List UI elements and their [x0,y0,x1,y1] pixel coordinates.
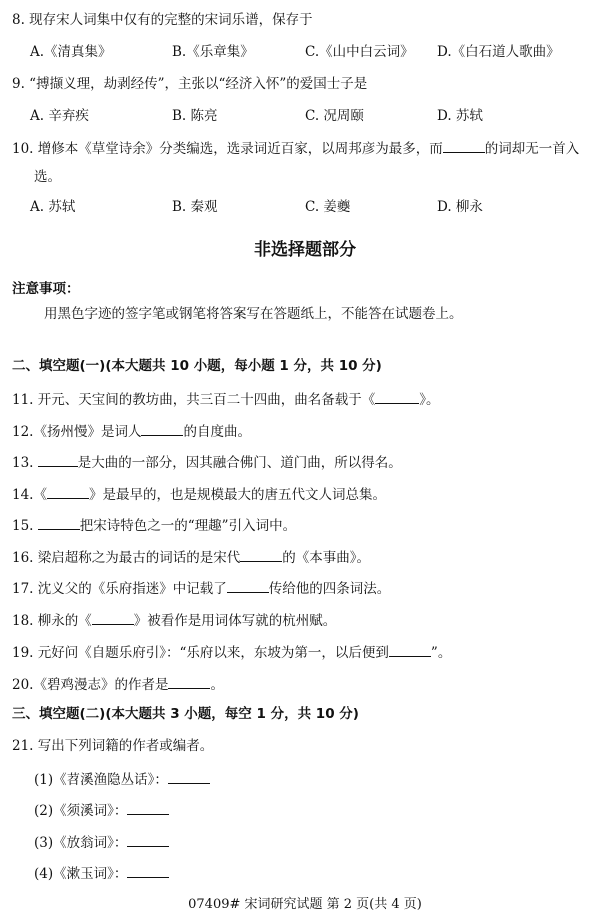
answer-blank [38,515,80,530]
answer-blank [168,674,210,689]
question-17-text-b: 传给他的四条词法。 [268,581,391,597]
question-18 [12,610,336,630]
question-21-item-4 [34,863,169,883]
question-19-text-a: 19. 元好问《自题乐府引》：“乐府以来，东坡为第一，以后便到 [12,645,389,661]
question-18-text-b: 》被看作是用词体写就的杭州赋。 [133,613,337,629]
question-14-text-b: 》是最早的，也是规模最大的唐五代文人词总集。 [88,487,386,503]
question-10-option-d: D. 柳永 [437,199,483,215]
question-9-option-a: A. 辛弃疾 [30,108,89,124]
question-12 [12,421,251,441]
question-8-option-d: D.《白石道人歌曲》 [437,44,560,60]
question-9-option-c: C. 况周颐 [305,108,364,124]
question-11-text-a: 11. 开元、天宝间的教坊曲，共三百二十四曲，曲名备载于《 [12,392,376,408]
question-10-stem-part-a: 10. 增修本《草堂诗余》分类编选，选录词近百家，以周邦彦为最多，而 [12,141,443,157]
question-9-stem: 9. “搏撷义理，劫剥经传”，主张以“经济入怀”的爱国士子是 [12,76,368,92]
answer-blank [127,800,169,815]
question-8-option-c: C.《山中白云词》 [305,44,414,60]
answer-blank [92,610,134,625]
question-16 [12,547,370,567]
question-21-item-2 [34,800,169,820]
answer-blank [240,547,282,562]
part-2-heading: 二、填空题(一)(本大题共 10 小题，每小题 1 分，共 10 分) [12,358,382,374]
question-8-option-a: A.《清真集》 [30,44,112,60]
question-15-text-b: 把宋诗特色之一的“理趣”引入词中。 [79,518,297,534]
question-21-item-1 [34,769,210,789]
question-21-item-3-label: (3)《放翁词》： [34,835,128,851]
question-20 [12,674,224,694]
answer-blank [227,578,269,593]
question-10-option-a: A. 苏轼 [30,199,76,215]
question-13 [12,452,402,472]
question-21-item-4-label: (4)《漱玉词》： [34,866,128,882]
answer-blank [375,389,419,404]
question-19-text-b: ”。 [430,645,452,661]
answer-blank [141,421,183,436]
question-15 [12,515,296,535]
notice-heading: 注意事项： [12,281,80,297]
section-title: 非选择题部分 [254,240,356,260]
question-16-text-b: 的《本事曲》。 [282,550,371,566]
question-20-text-b: 。 [210,677,224,693]
answer-blank [127,863,169,878]
question-21-stem: 21. 写出下列词籍的作者或编者。 [12,738,214,754]
question-10-option-b: B. 秦观 [172,199,218,215]
question-10-stem [12,138,579,158]
question-12-text-b: 的自度曲。 [183,424,251,440]
question-20-text-a: 20.《碧鸡漫志》的作者是 [12,677,169,693]
question-9-option-b: B. 陈亮 [172,108,218,124]
question-10-stem-continued: 选。 [34,169,61,185]
question-11 [12,389,440,409]
part-3-heading: 三、填空题(二)(本大题共 3 小题，每空 1 分，共 10 分) [12,706,359,722]
question-9-option-d: D. 苏轼 [437,108,483,124]
question-8-option-b: B.《乐章集》 [172,44,254,60]
question-19 [12,642,451,662]
notice-text: 用黑色字迹的签字笔或钢笔将答案写在答题纸上，不能答在试题卷上。 [44,306,463,322]
question-16-text-a: 16. 梁启超称之为最古的词话的是宋代 [12,550,241,566]
answer-blank [47,484,89,499]
answer-blank [168,769,210,784]
question-14 [12,484,386,504]
question-18-text-a: 18. 柳永的《 [12,613,92,629]
answer-blank [443,138,485,153]
question-21-item-3 [34,832,169,852]
question-11-text-b: 》。 [419,392,440,408]
question-15-text-a: 15. [12,518,38,534]
question-13-text-b: 是大曲的一部分，因其融合佛门、道门曲，所以得名。 [77,455,402,471]
question-10-stem-part-b: 的词却无一首入 [484,141,580,157]
answer-blank [389,642,431,657]
question-10-option-c: C. 姜夔 [305,199,351,215]
page-footer: 07409# 宋词研究试题 第 2 页(共 4 页) [188,897,422,912]
question-21-item-2-label: (2)《须溪词》： [34,803,128,819]
answer-blank [38,452,78,467]
question-8-stem: 8. 现存宋人词集中仅有的完整的宋词乐谱，保存于 [12,12,313,28]
question-17-text-a: 17. 沈义父的《乐府指迷》中记载了 [12,581,227,597]
question-13-text-a: 13. [12,455,38,471]
question-21-item-1-label: (1)《苕溪渔隐丛话》： [34,772,168,788]
question-14-text-a: 14.《 [12,487,47,503]
question-17 [12,578,390,598]
answer-blank [127,832,169,847]
question-12-text-a: 12.《扬州慢》是词人 [12,424,142,440]
